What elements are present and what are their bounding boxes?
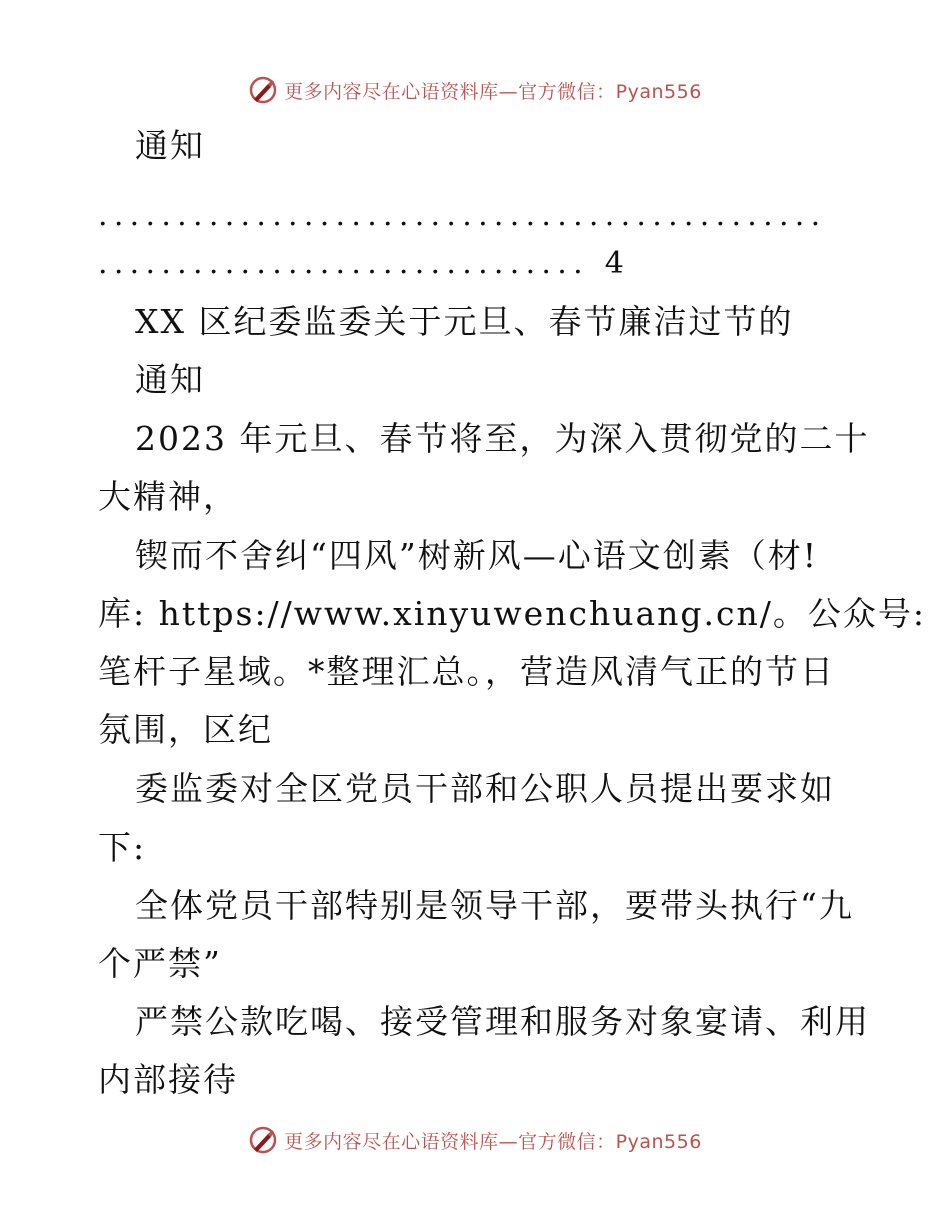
toc-dot-leader: .............................................. bbox=[98, 198, 827, 233]
paragraph-line: 锲而不舍纠“四风”树新风—心语文创素（材! bbox=[135, 536, 819, 575]
paragraph-line: 氛围，区纪 bbox=[98, 710, 273, 749]
watermark-text: 更多内容尽在心语资料库—官方微信：Pyan556 bbox=[284, 80, 702, 103]
toc-dot-leader-page: ............................... 4 bbox=[98, 246, 631, 281]
footer-watermark bbox=[0, 1120, 950, 1160]
header-watermark bbox=[0, 70, 950, 110]
paragraph-line: 笔杆子星域。*整理汇总。，营造风清气正的节日 bbox=[98, 652, 835, 691]
doc-line-notice: 通知 bbox=[135, 126, 205, 165]
paragraph-line: 委监委对全区党员干部和公职人员提出要求如 bbox=[135, 769, 835, 808]
paragraph-line: 严禁公款吃喝、接受管理和服务对象宴请、利用 bbox=[135, 1002, 870, 1041]
doc-heading-cont: 通知 bbox=[135, 360, 205, 399]
pen-logo-icon bbox=[248, 1125, 278, 1155]
paragraph-line: 下: bbox=[98, 828, 147, 867]
paragraph-line: 内部接待 bbox=[98, 1060, 238, 1099]
paragraph-line: 2023 年元旦、春节将至，为深入贯彻党的二十 bbox=[135, 419, 870, 458]
doc-heading: XX 区纪委监委关于元旦、春节廉洁过节的 bbox=[135, 302, 794, 341]
paragraph-line: 大精神， bbox=[98, 477, 238, 516]
paragraph-line: 全体党员干部特别是领导干部，要带头执行“九 bbox=[135, 886, 854, 925]
paragraph-line: 库: https://www.xinyuwenchuang.cn/。公众号: bbox=[98, 594, 926, 633]
pen-logo-icon bbox=[248, 75, 278, 105]
paragraph-line: 个严禁” bbox=[98, 944, 222, 983]
watermark-text: 更多内容尽在心语资料库—官方微信：Pyan556 bbox=[284, 1130, 702, 1153]
